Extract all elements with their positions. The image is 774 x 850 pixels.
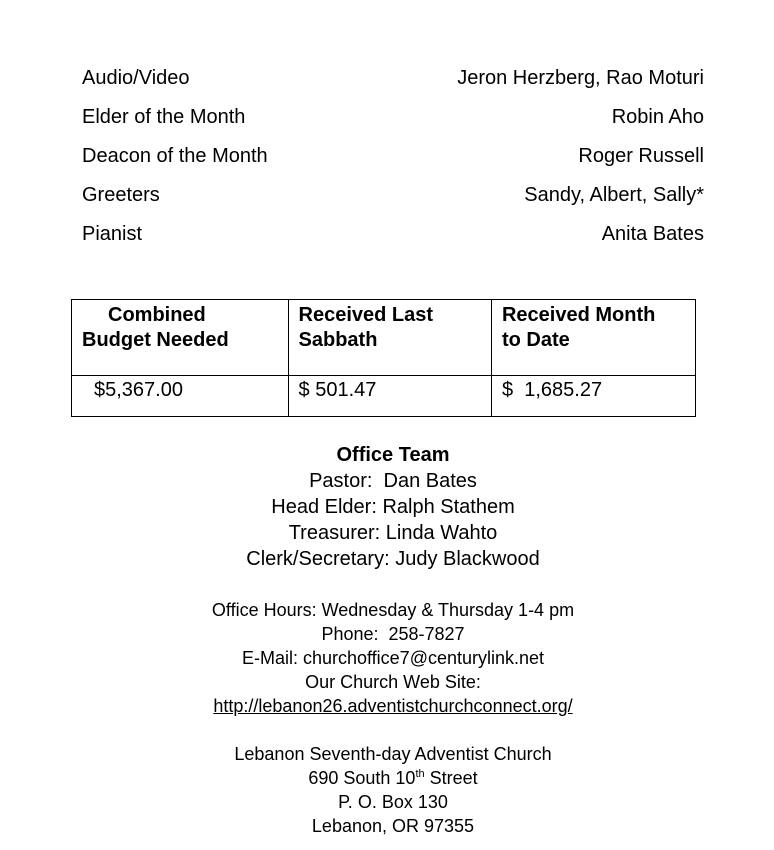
role-label: Pianist — [82, 223, 143, 245]
role-row-pianist — [82, 222, 704, 261]
budget-value-row — [72, 376, 696, 417]
church-city: Lebanon, OR 97355 — [311, 816, 475, 836]
role-person: Roger Russell — [578, 145, 704, 167]
web-site-label: Our Church Web Site: — [305, 672, 481, 692]
office-team-title: Office Team — [336, 444, 450, 466]
budget-table — [71, 299, 696, 417]
header-combined-budget — [72, 300, 289, 376]
office-team — [0, 442, 774, 572]
role-assignments — [82, 66, 704, 261]
header-combined-line2: Budget Needed — [82, 329, 229, 351]
office-head-elder: Head Elder: Ralph Stathem — [271, 496, 515, 518]
web-site-link[interactable]: http://lebanon26.adventistchurchconnect.org/ — [213, 696, 573, 716]
header-combined-line1: Combined — [108, 304, 206, 326]
office-email: E-Mail: churchoffice7@centurylink.net — [241, 648, 545, 668]
contact-info — [0, 598, 774, 718]
office-phone: Phone: 258-7827 — [321, 624, 465, 644]
role-label: Greeters — [82, 184, 160, 206]
role-row-elder — [82, 105, 704, 144]
office-hours: Office Hours: Wednesday & Thursday 1-4 pm — [211, 600, 575, 620]
church-address — [0, 742, 774, 838]
value-received-month: $ 1,685.27 — [491, 376, 695, 417]
header-month-line2: to Date — [501, 329, 570, 351]
office-treasurer: Treasurer: Linda Wahto — [288, 522, 498, 544]
header-last-line2: Sabbath — [298, 329, 378, 351]
role-person: Anita Bates — [601, 223, 704, 245]
street-ordinal: th — [415, 768, 425, 780]
value-received-last: $ 501.47 — [288, 376, 491, 417]
church-name: Lebanon Seventh-day Adventist Church — [234, 744, 552, 764]
street-suffix: Street — [424, 768, 478, 788]
header-received-last — [288, 300, 491, 376]
role-person: Jeron Herzberg, Rao Moturi — [457, 67, 704, 89]
office-clerk: Clerk/Secretary: Judy Blackwood — [246, 548, 540, 570]
header-received-month — [491, 300, 695, 376]
role-person: Robin Aho — [611, 106, 704, 128]
role-row-greeters — [82, 183, 704, 222]
church-street — [0, 766, 774, 790]
budget-header-row — [72, 300, 696, 376]
role-row-audio-video — [82, 66, 704, 105]
role-label: Deacon of the Month — [82, 145, 268, 167]
role-person: Sandy, Albert, Sally* — [524, 184, 704, 206]
role-label: Audio/Video — [82, 67, 190, 89]
role-label: Elder of the Month — [82, 106, 246, 128]
street-number: 690 South 10 — [308, 768, 416, 788]
church-po-box: P. O. Box 130 — [338, 792, 448, 812]
header-month-line1: Received Month — [501, 304, 656, 326]
role-row-deacon — [82, 144, 704, 183]
value-combined-budget: $5,367.00 — [72, 376, 289, 417]
office-pastor: Pastor: Dan Bates — [309, 470, 477, 492]
header-last-line1: Received Last — [298, 304, 434, 326]
